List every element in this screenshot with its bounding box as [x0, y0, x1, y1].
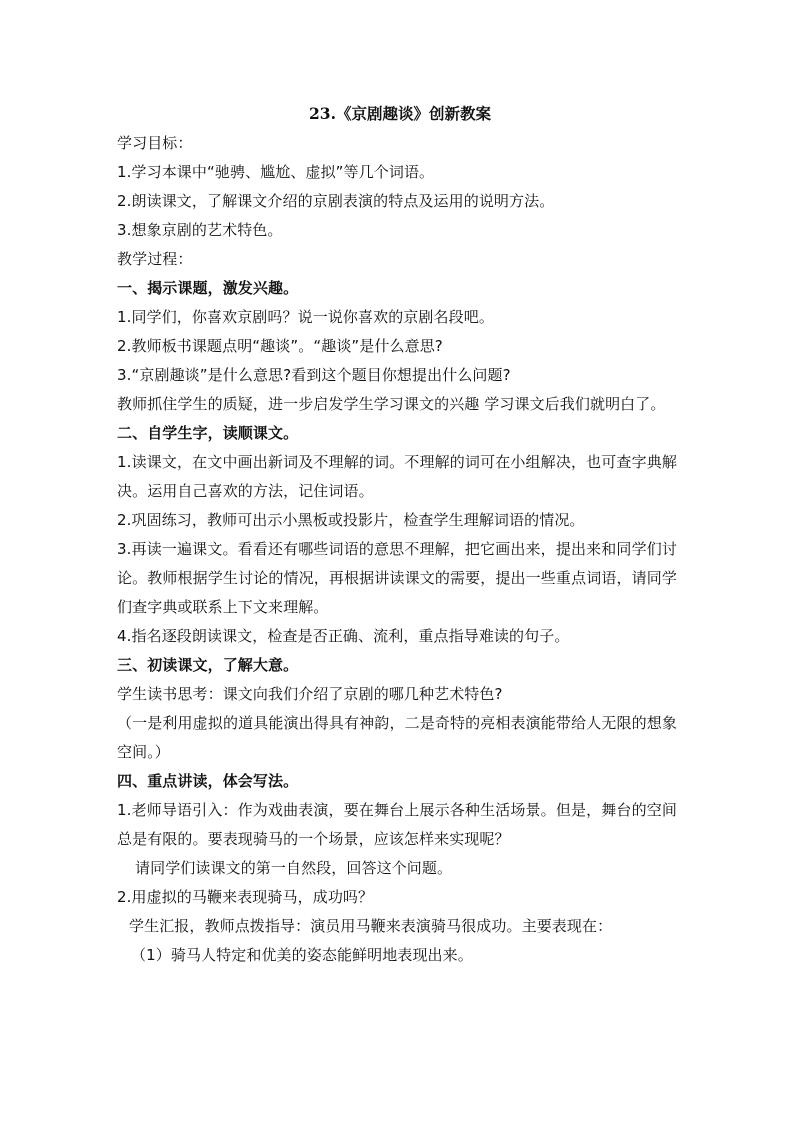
section-heading: 二、自学生字，读顺课文。	[117, 424, 299, 442]
paragraph: 2.教师板书课题点明“趣谈”。“趣谈”是什么意思?	[117, 337, 443, 355]
objective-item: 1.学习本课中“驰骋、尴尬、虚拟”等几个词语。	[117, 163, 435, 181]
document-title: 23.《京剧趣谈》创新教案	[309, 104, 491, 123]
paragraph: 2.用虚拟的马鞭来表现骑马，成功吗？	[117, 888, 374, 906]
section-label-process: 教学过程：	[117, 250, 193, 268]
objective-item: 3.想象京剧的艺术特色。	[117, 221, 283, 239]
document-body	[117, 99, 677, 970]
paragraph: （1）骑马人特定和优美的姿态能鲜明地表现出来。	[131, 946, 473, 964]
paragraph: 1.老师导语引入：作为戏曲表演，要在舞台上展示各种生活场景。但是，舞台的空间总是有限的。要表现骑马的一个场景，应该怎样来实现呢？	[117, 801, 677, 848]
paragraph: 3.再读一遍课文。看看还有哪些词语的意思不理解，把它画出来，提出来和同学们讨论。教师根据学生讨论的情况，再根据讲读课文的需要，提出一些重点词语，请同学们查字典或联系上下文来理解。	[117, 540, 677, 616]
paragraph: 4.指名逐段朗读课文，检查是否正确、流利，重点指导难读的句子。	[117, 627, 570, 645]
paragraph: 教师抓住学生的质疑，进一步启发学生学习课文的兴趣 学习课文后我们就明白了。	[117, 395, 666, 413]
paragraph: 1.读课文，在文中画出新词及不理解的词。不理解的词可在小组解决，也可查字典解决。运用自己喜欢的方法，记住词语。	[117, 453, 677, 500]
section-heading: 四、重点讲读，体会写法。	[117, 772, 299, 790]
paragraph: 学生读书思考：课文向我们介绍了京剧的哪几种艺术特色?	[117, 685, 503, 703]
objective-item: 2.朗读课文，了解课文介绍的京剧表演的特点及运用的说明方法。	[117, 192, 555, 210]
paragraph: （一是利用虚拟的道具能演出得具有神韵，二是奇特的亮相表演能带给人无限的想象空间。）	[117, 714, 677, 761]
paragraph: 学生汇报，教师点拨指导：演员用马鞭来表演骑马很成功。主要表现在：	[129, 917, 613, 935]
section-heading: 一、揭示课题，激发兴趣。	[117, 279, 299, 297]
paragraph: 1.同学们，你喜欢京剧吗？说一说你喜欢的京剧名段吧。	[117, 308, 494, 326]
paragraph: 请同学们读课文的第一自然段，回答这个问题。	[135, 859, 453, 877]
paragraph: 3.“京剧趣谈”是什么意思?看到这个题目你想提出什么问题?	[117, 366, 511, 384]
paragraph: 2.巩固练习，教师可出示小黑板或投影片，检查学生理解词语的情况。	[117, 511, 585, 529]
section-label-objectives: 学习目标：	[117, 134, 193, 152]
section-heading: 三、初读课文，了解大意。	[117, 656, 299, 674]
